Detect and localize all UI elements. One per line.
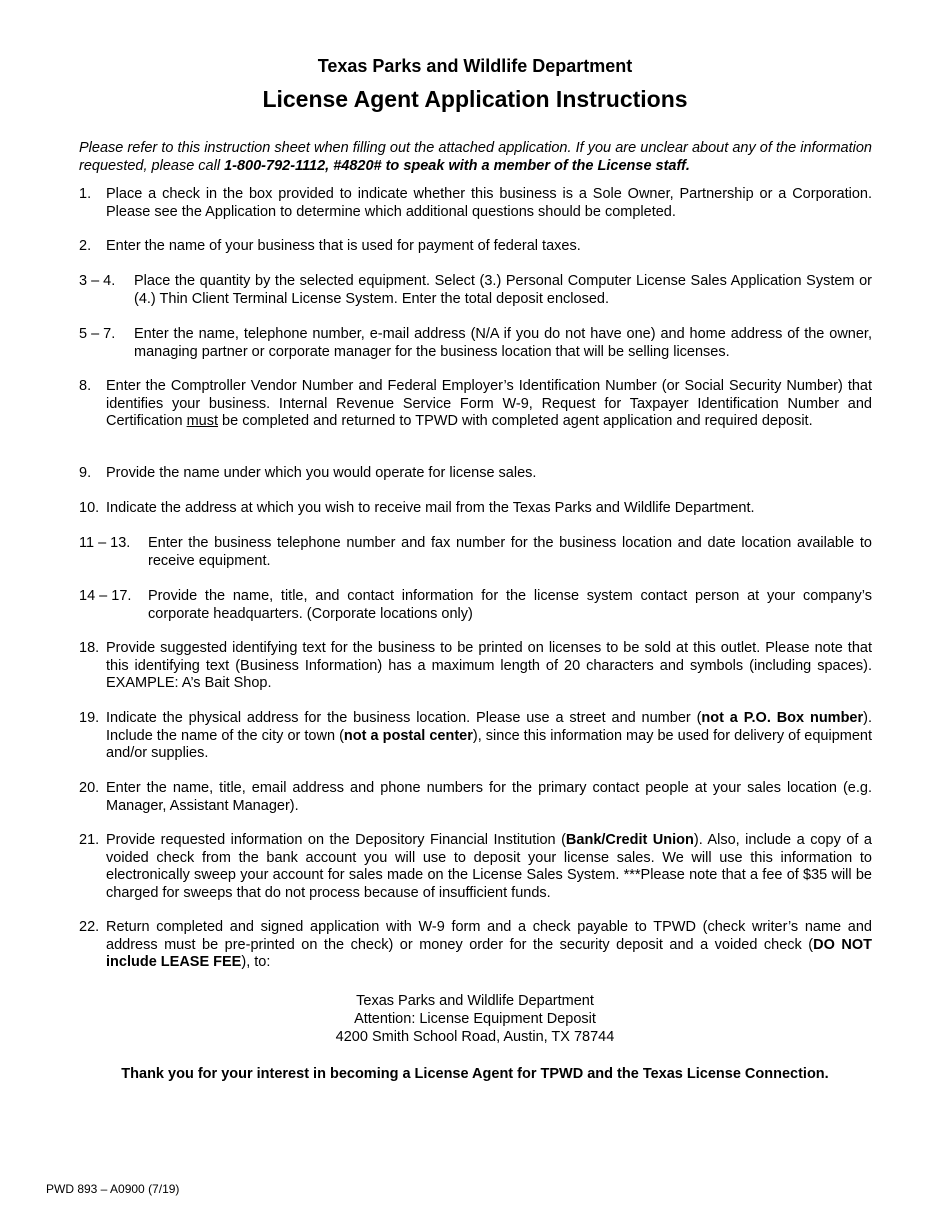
instruction-item-10 — [79, 500, 872, 518]
address-line: 4200 Smith School Road, Austin, TX 78744 — [335, 1029, 615, 1045]
item-number: 10. — [79, 500, 100, 516]
item-text — [106, 378, 872, 431]
item-text-part: Enter the Comptroller Vendor Number and Federal Employer’s Identification Number (or Social Security Number) that identifies your business. Internal Revenue Service Form W-9, Request for Taxpayer Identification Number and Certification — [106, 378, 872, 429]
item-text-part: be completed and returned to TPWD with completed agent application and required deposit. — [218, 413, 813, 429]
instruction-item-2 — [79, 238, 872, 256]
item-number: 11 – 13. — [79, 535, 131, 551]
item-number: 18. — [79, 640, 100, 656]
item-number: 14 – 17. — [79, 588, 132, 604]
closing-statement: Thank you for your interest in becoming a License Agent for TPWD and the Texas License Connection. — [121, 1066, 829, 1082]
item-number: 19. — [79, 710, 100, 726]
instruction-item-14-17 — [79, 588, 872, 623]
item-underline-must: must — [186, 413, 219, 429]
item-bold-part: DO NOT include LEASE FEE — [106, 936, 873, 970]
instruction-item-20 — [79, 780, 872, 815]
instruction-item-3-4 — [79, 273, 872, 308]
item-text: Provide the name, title, and contact information for the license system contact person at your company’s corporate headquarters. (Corporate locations only) — [148, 588, 872, 622]
instruction-item-1 — [79, 186, 872, 221]
item-text-part: ), to: — [241, 954, 271, 970]
mailing-address — [0, 992, 950, 1046]
item-bold-part: not a P.O. Box number — [701, 710, 864, 726]
form-number-footer: PWD 893 – A0900 (7/19) — [46, 1182, 180, 1196]
item-text-part: ), since this information may be used for delivery of equipment and/or supplies. — [106, 727, 872, 761]
item-text-part: Return completed and signed application with W-9 form and a check payable to TPWD (check writer’s name and address must be pre-printed on the check) or money order for the security deposit and a voided check ( — [106, 919, 872, 953]
item-text: Provide the name under which you would operate for license sales. — [106, 465, 537, 481]
item-text: Enter the business telephone number and fax number for the business location and date location available to receive equipment. — [148, 535, 872, 569]
item-text: Provide suggested identifying text for the business to be printed on licenses to be sold at this outlet. Please note that this identifying text (Business Information) has a maximum length of 20 characters and symbols (including spaces). EXAMPLE: A’s Bait Shop. — [106, 640, 872, 691]
instruction-item-8 — [79, 378, 872, 431]
item-bold-part: not a postal center — [343, 727, 473, 744]
intro-paragraph — [79, 140, 872, 175]
item-text-part: ). Also, include a copy of a voided check from the bank account you will use to deposit your license sales. We will use this information to electronically sweep your account for sales made on the License Sales System. ***Please note that a fee of $35 will be charged for sweeps that do not process because of insufficient funds. — [106, 832, 872, 901]
item-number: 21. — [79, 832, 100, 848]
instruction-item-18 — [79, 640, 872, 693]
item-text — [106, 919, 872, 972]
item-text: Indicate the address at which you wish to receive mail from the Texas Parks and Wildlife Department. — [106, 500, 755, 516]
instruction-item-22 — [79, 919, 872, 972]
item-number: 5 – 7. — [79, 326, 116, 342]
page-title: License Agent Application Instructions — [262, 86, 688, 112]
address-line: Texas Parks and Wildlife Department — [356, 993, 594, 1009]
item-text: Enter the name of your business that is used for payment of federal taxes. — [106, 238, 581, 254]
item-text-part: ). Include the name of the city or town ( — [106, 710, 872, 744]
instruction-item-11-13 — [79, 535, 872, 570]
organization-heading: Texas Parks and Wildlife Department — [317, 56, 633, 76]
item-text: Place the quantity by the selected equipment. Select (3.) Personal Computer License Sales Application System or (4.) Thin Client Terminal License System. Enter the total deposit enclosed. — [134, 273, 872, 307]
item-number: 2. — [79, 238, 92, 254]
item-text — [106, 832, 872, 902]
item-text: Enter the name, telephone number, e-mail address (N/A if you do not have one) and home address of the owner, managing partner or corporate manager for the business location that will be selling licenses. — [134, 326, 872, 360]
address-line: Attention: License Equipment Deposit — [354, 1011, 596, 1027]
item-number: 22. — [79, 919, 100, 935]
item-number: 3 – 4. — [79, 273, 116, 289]
item-text-part: Indicate the physical address for the business location. Please use a street and number ( — [106, 710, 702, 726]
item-bold-part: Bank/Credit Union — [565, 832, 694, 848]
intro-text: Please refer to this instruction sheet when filling out the attached application. If you are unclear about any of the information requested, please call — [79, 140, 872, 174]
item-text — [106, 710, 872, 763]
intro-phone-bold: 1-800-792-1112, #4820# to speak with a member of the License staff. — [224, 157, 690, 174]
item-number: 9. — [79, 465, 92, 481]
instruction-item-9 — [79, 465, 872, 483]
instruction-item-19 — [79, 710, 872, 763]
item-number: 1. — [79, 186, 92, 202]
item-number: 20. — [79, 780, 100, 796]
item-number: 8. — [79, 378, 92, 394]
item-text-part: Provide requested information on the Depository Financial Institution ( — [106, 832, 566, 848]
instruction-item-21 — [79, 832, 872, 902]
instruction-item-5-7 — [79, 326, 872, 361]
item-text: Place a check in the box provided to indicate whether this business is a Sole Owner, Partnership or a Corporation. Please see the Application to determine which additional questions should be completed. — [106, 186, 872, 220]
item-text: Enter the name, title, email address and phone numbers for the primary contact people at your sales location (e.g. Manager, Assistant Manager). — [106, 780, 872, 814]
